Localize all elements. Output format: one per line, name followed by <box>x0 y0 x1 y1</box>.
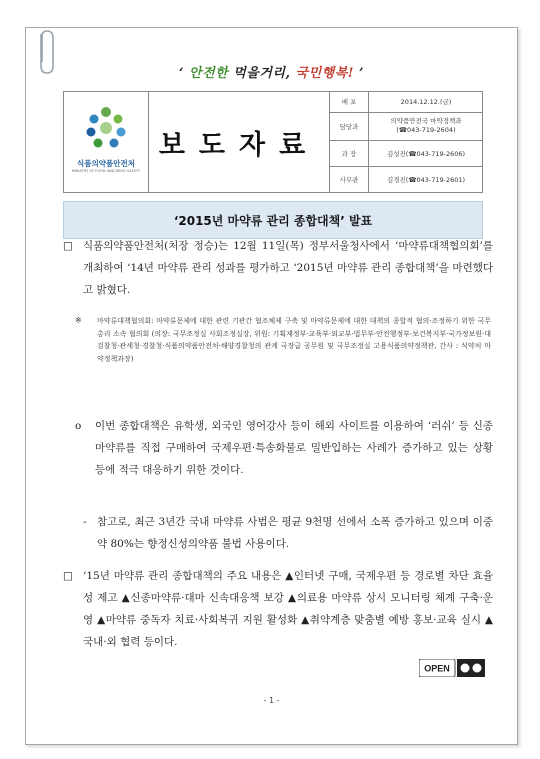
reference-mark-icon: ※ <box>75 316 82 325</box>
paragraph-2 <box>75 415 493 481</box>
meta-value: 2014.12.12.(금) <box>369 92 484 112</box>
paragraph-text: 식품의약품안전처(처장 정승)는 12월 11일(목) 정부서울청사에서 ‘마약류대책협의회’를 개최하여 ‘14년 마약류 관리 성과를 평가하고 ‘2015년 마약류 관리 종합대책’을 마련했다고 밝혔다. <box>83 240 493 296</box>
meta-value: 김성진(☎043-719-2606) <box>369 140 484 166</box>
dash-bullet-icon: - <box>83 516 87 528</box>
attribution-icon <box>461 664 470 673</box>
slogan-part2: 먹을거리, <box>233 66 291 81</box>
page-title: 보도자료 <box>158 129 320 161</box>
paragraph-4 <box>63 565 493 653</box>
meta-key: 담당과 <box>330 112 369 140</box>
org-name-en: MINISTRY OF FOOD AND DRUG SAFETY <box>71 169 141 173</box>
square-bullet-icon: □ <box>63 570 73 582</box>
meta-key: 배 포 <box>330 92 369 112</box>
meta-key: 과 장 <box>330 140 369 166</box>
headline: ‘2015년 마약류 관리 종합대책’ 발표 <box>173 213 373 228</box>
noncommercial-icon <box>473 664 482 673</box>
circle-bullet-icon: o <box>75 420 82 432</box>
slogan-part1: 안전한 <box>189 66 229 81</box>
ministry-logo-icon <box>86 106 126 150</box>
paragraph-text: 이번 종합대책은 유학생, 외국인 영어강사 등이 해외 사이트를 이용하여 ‘러쉬’ 등 신종 마약류를 직접 구매하여 국제우편·특송화물로 밀반입하는 사례가 증가하고 있는 상황 등에 적극 대응하기 위한 것이다. <box>95 420 493 476</box>
footnote <box>75 315 491 365</box>
open-license-badge <box>419 659 485 677</box>
org-name: 식품의약품안전처 <box>77 159 135 168</box>
slogan-part3: 국민행복! <box>295 66 354 81</box>
page-number: - 1 - <box>263 696 280 705</box>
headline-banner <box>63 201 483 239</box>
paragraph-1 <box>63 235 493 301</box>
document-page <box>25 27 518 745</box>
org-logo <box>64 92 149 192</box>
meta-value: 의약품안전국 마약정책과 (☎043-719-2604) <box>369 112 484 140</box>
paragraph-text: 참고로, 최근 3년간 국내 마약류 사범은 평균 9천명 선에서 소폭 증가하고 있으며 이중 약 80%는 향정신성의약품 불법 사용이다. <box>97 516 493 550</box>
open-badge-label: OPEN <box>424 663 450 674</box>
meta-value: 김경진(☎043-719-2601) <box>386 175 466 184</box>
press-release-header <box>63 91 483 193</box>
paragraph-3 <box>83 511 493 555</box>
paragraph-text: ‘15년 마약류 관리 종합대책의 주요 내용은 ▲인터넷 구매, 국제우편 등 경로별 차단 효율성 제고 ▲신종마약류·대마 신속대응책 보강 ▲의료용 마약류 상시 모니터링 체계 구축·운영 ▲마약류 중독자 치료·사회복귀 지원 활성화 ▲취약계층 맞춤별 예방 홍보·교육 실시 ▲국내·외 협력 등이다. <box>83 570 493 648</box>
square-bullet-icon: □ <box>63 240 73 252</box>
footnote-text: 마약류대책협의회: 마약류문제에 대한 관련 기관간 협조체제 구축 및 마약류문제에 대한 대책의 종합적 협의·조정하기 위한 국무총리 소속 협의회 (의장: 국무조정실 사회조정실장, 위원: 기획재정부·교육부·외교부·법무부·안전행정부·보건복지부·국가정보원·대검찰청·관세청·경찰청·식품의약품안전처·해양경찰청의 관계 국장급 공무원 및 국무조정실 고용식품의약정책관, 간사 : 식약처 마약정책과장) <box>97 317 491 363</box>
slogan: ‘ 안전한 먹을거리, 국민행복! ’ <box>178 66 365 81</box>
contact-table <box>329 92 483 192</box>
meta-key: 사무관 <box>330 166 369 192</box>
